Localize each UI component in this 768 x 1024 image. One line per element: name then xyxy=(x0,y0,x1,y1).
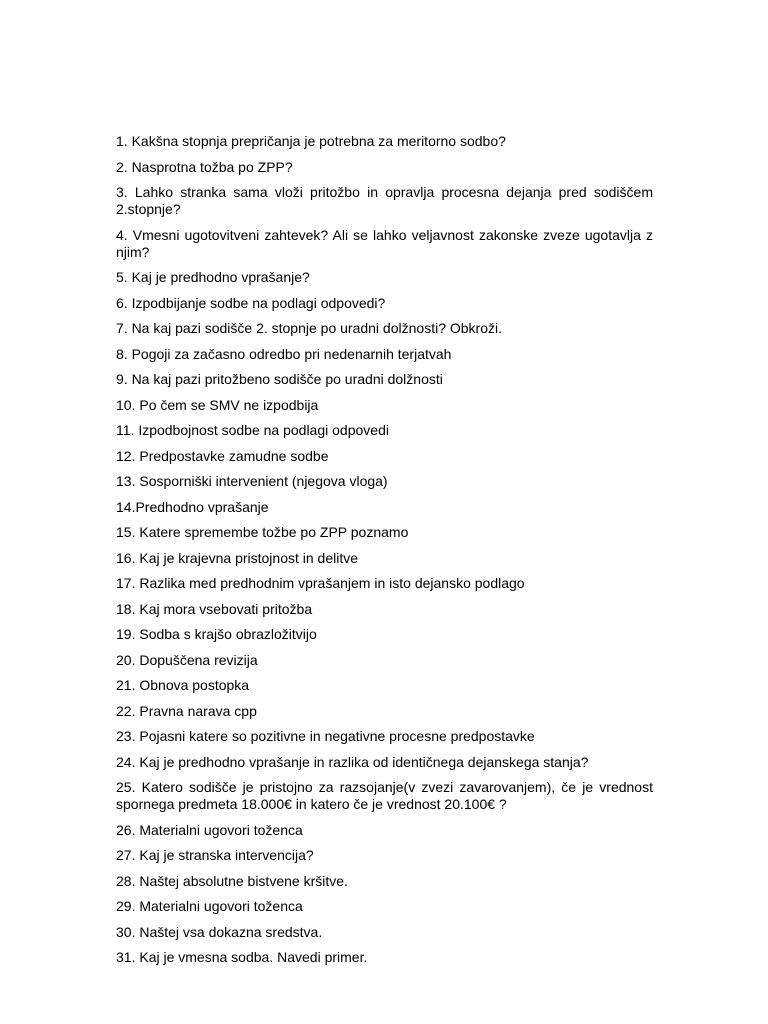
question-item: 25. Katero sodišče je pristojno za razsojanje(v zvezi zavarovanjem), če je vrednost spornega predmeta 18.000€ in katero če je vrednost 20.100€ ? xyxy=(116,779,653,812)
question-item: 14.Predhodno vprašanje xyxy=(116,498,269,515)
question-item: 26. Materialni ugovori toženca xyxy=(116,821,303,838)
question-item: 31. Kaj je vmesna sodba. Navedi primer. xyxy=(116,949,368,965)
question-item: 19. Sodba s krajšo obrazložitvijo xyxy=(116,626,317,642)
question-item: 2. Nasprotna tožba po ZPP? xyxy=(116,158,293,175)
question-item: 3. Lahko stranka sama vloži pritožbo in opravlja procesna dejanja pred sodiščem 2.stopnje? xyxy=(116,184,653,217)
question-item: 15. Katere spremembe tožbe po ZPP poznamo xyxy=(116,524,409,540)
question-item: 7. Na kaj pazi sodišče 2. stopnje po uradni dolžnosti? Obkroži. xyxy=(116,320,502,336)
question-item: 5. Kaj je predhodno vprašanje? xyxy=(116,269,310,285)
question-item: 21. Obnova postopka xyxy=(116,677,250,693)
question-list xyxy=(116,133,653,975)
question-item: 29. Materialni ugovori toženca xyxy=(116,898,303,914)
question-item: 16. Kaj je krajevna pristojnost in delitve xyxy=(116,549,359,566)
question-item: 8. Pogoji za začasno odredbo pri nedenarnih terjatvah xyxy=(116,345,452,362)
question-item: 13. Sosporniški intervenient (njegova vloga) xyxy=(116,473,388,489)
question-item: 24. Kaj je predhodno vprašanje in razlika od identičnega dejanskega stanja? xyxy=(116,753,589,770)
question-item: 17. Razlika med predhodnim vprašanjem in isto dejansko podlago xyxy=(116,575,525,591)
question-item: 10. Po čem se SMV ne izpodbija xyxy=(116,396,319,413)
question-item: 27. Kaj je stranska intervencija? xyxy=(116,847,314,863)
question-item: 6. Izpodbijanje sodbe na podlagi odpovedi? xyxy=(116,294,386,311)
question-item: 28. Naštej absolutne bistvene kršitve. xyxy=(116,872,348,889)
question-item: 18. Kaj mora vsebovati pritožba xyxy=(116,600,313,617)
question-item: 30. Naštej vsa dokazna sredstva. xyxy=(116,923,323,940)
question-item: 1. Kakšna stopnja prepričanja je potrebna za meritorno sodbo? xyxy=(116,133,506,149)
question-item: 12. Predpostavke zamudne sodbe xyxy=(116,447,329,464)
question-item: 20. Dopuščena revizija xyxy=(116,651,258,668)
question-item: 11. Izpodbojnost sodbe na podlagi odpovedi xyxy=(116,422,389,438)
question-item: 9. Na kaj pazi pritožbeno sodišče po uradni dolžnosti xyxy=(116,371,443,387)
question-item: 23. Pojasni katere so pozitivne in negativne procesne predpostavke xyxy=(116,728,535,744)
question-item: 4. Vmesni ugotovitveni zahtevek? Ali se lahko veljavnost zakonske zveze ugotavlja z njim? xyxy=(116,226,653,260)
question-item: 22. Pravna narava cpp xyxy=(116,702,257,719)
